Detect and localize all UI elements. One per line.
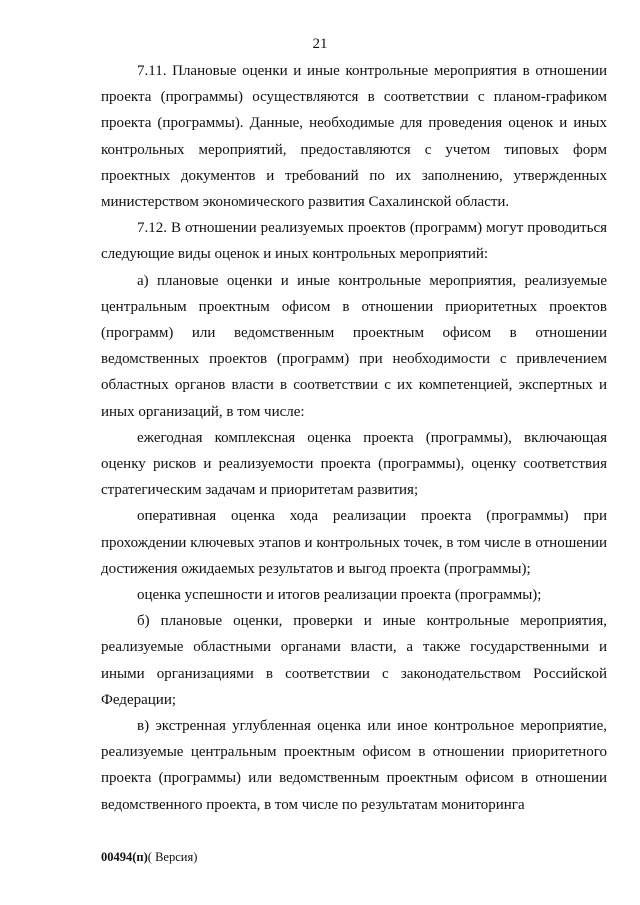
paragraph-success-assessment: оценка успешности и итогов реализации проекта (программы); xyxy=(137,587,542,604)
page-number: 21 xyxy=(312,36,328,52)
paragraph-item-b: б) плановые оценки, проверки и иные контрольные мероприятия, реализуемые областными органами власти, а также государственными и иными организациями в соответствии с законодательством Российской Федерации; xyxy=(101,613,607,708)
document-code-number: 00494(п) xyxy=(101,850,148,864)
paragraph-7-11: 7.11. Плановые оценки и иные контрольные мероприятия в отношении проекта (программы) осуществляются в соответствии с планом-графиком проекта (программы). Данные, необходимые для проведения оценок и иных контрольных мероприятий, предоставляются с учетом типовых форм проектных документов и требований по их заполнению, утвержденных министерством экономического развития Сахалинской области. xyxy=(101,63,607,211)
paragraph-item-a: а) плановые оценки и иные контрольные мероприятия, реализуемые центральным проектным офисом в отношении приоритетных проектов (программ) или ведомственным проектным офисом в отношении ведомственных проектов (программ) при необходимости с привлечением областных органов власти в соответствии с их компетенцией, экспертных и иных организаций, в том числе: xyxy=(101,272,607,420)
paragraph-operational-assessment: оперативная оценка хода реализации проекта (программы) при прохождении ключевых этапов и контрольных точек, в том числе в отношении достижения ожидаемых результатов и выгод проекта (программы); xyxy=(101,508,607,577)
paragraph-annual-assessment: ежегодная комплексная оценка проекта (программы), включающая оценку рисков и реализуемости проекта (программы), оценку соответствия стратегическим задачам и приоритетам развития; xyxy=(101,429,607,499)
document-version: ( Версия) xyxy=(147,850,198,864)
paragraph-item-v: в) экстренная углубленная оценка или иное контрольное мероприятие, реализуемые центральным проектным офисом в отношении приоритетного проекта (программы) или ведомственным проектным офисом в отношении ведомственного проекта, в том числе по результатам мониторинга xyxy=(101,718,607,813)
document-body xyxy=(101,58,607,818)
paragraph-7-12: 7.12. В отношении реализуемых проектов (программ) могут проводиться следующие виды оценок и иных контрольных мероприятий: xyxy=(101,220,607,263)
document-code xyxy=(101,850,197,865)
